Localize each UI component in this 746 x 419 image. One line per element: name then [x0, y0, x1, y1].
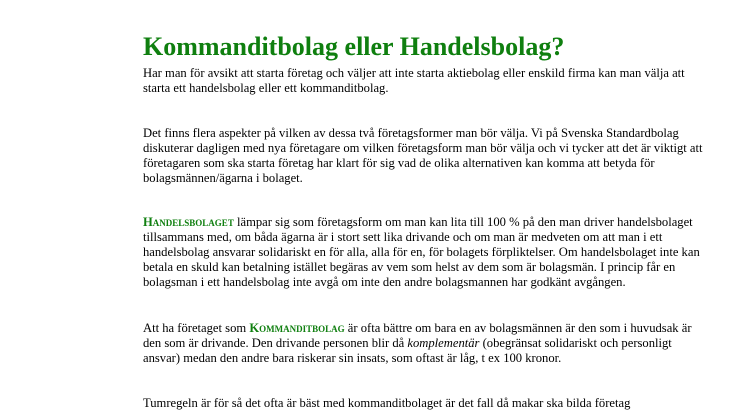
page-title: Kommanditbolag eller Handelsbolag?	[143, 32, 565, 61]
kommanditbolag-middle: är ofta bättre om bara en av bolagsmännen är den som i huvudsak är den som är drivande. Den drivande personen blir då	[143, 321, 692, 350]
kommanditbolag-paragraph	[143, 321, 703, 366]
intro-paragraph: Har man för avsikt att starta företag och väljer att inte starta aktiebolag eller enskild firma kan man välja att starta ett handelsbolag eller ett kommanditbolag.	[143, 66, 685, 95]
cutoff-paragraph: Tumregeln är för så det ofta är bäst med kommanditbolaget är det fall då makar ska bilda företag	[143, 396, 631, 410]
document-page	[143, 32, 703, 411]
aspects-paragraph: Det finns flera aspekter på vilken av dessa två företagsformer man bör välja. Vi på Svenska Standardbolag diskuterar dagligen med nya företagare om vilken företagsform man bör välja och vi tycker att det är viktigt att företagaren som ska starta företag har klart för sig vad de olika alternativen kan komma att betyda för bolagsmännen/ägarna i bolaget.	[143, 126, 703, 185]
kommanditbolag-term: Kommanditbolag	[249, 321, 345, 335]
kommanditbolag-before: Att ha företaget som	[143, 321, 250, 335]
komplementar-term: komplementär	[407, 336, 480, 350]
handelsbolag-text: lämpar sig som företagsform om man kan lita till 100 % på den man driver handelsbolaget tillsammans med, om båda ägarna är i stort sett lika drivande och om man är medveten om att man i ett handelsbolag ansvarar solidariskt en för alla, alla för en, för bolagets förpliktelser. Om handelsbolaget inte kan betala en skuld kan betalning istället begäras av vem som helst av dem som är bolagsmän. I princip får en bolagsman i ett handelsbolag inte avgå om inte den andre bolagsmannen har godkänt avgången.	[143, 215, 700, 289]
handelsbolag-paragraph	[143, 215, 703, 290]
handelsbolag-term: Handelsbolaget	[143, 215, 234, 229]
kommanditbolag-after: (obegränsat solidariskt och personligt ansvar) medan den andre bara riskerar sin insats, som oftast är låg, t ex 100 kronor.	[143, 336, 672, 365]
